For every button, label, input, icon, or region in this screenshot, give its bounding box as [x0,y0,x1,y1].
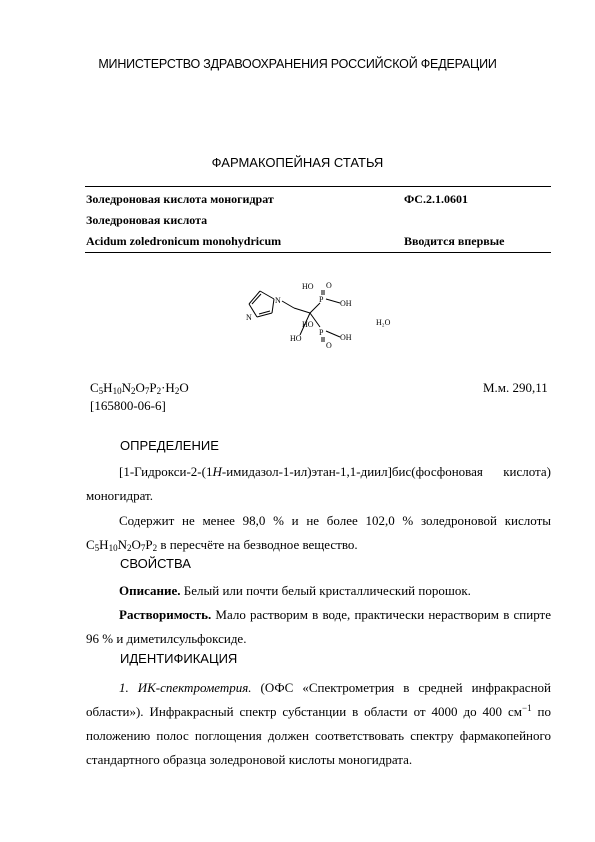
definition-paragraph: [1-Гидрокси-2-(1H-имидазол-1-ил)этан-1,1-диил]бис(фосфоновая кислота) моногидрат. [86,464,551,503]
section-identification-title: ИДЕНТИФИКАЦИЯ [120,651,238,666]
header-bottom-rule [85,252,551,253]
ir-spectrometry-paragraph: 1. ИК-спектрометрия. (ОФС «Спектрометрия в средней инфракрасной области»). Инфракрасный спектр субстанции в области от 4000 до 400 $см^{-1}$ по положению полос поглощения должен соответствовать спектру фармакопейного стандартного образца золедроновой кислоты моногидрата. [86,680,551,767]
header-top-rule [85,186,551,187]
molecular-formula: $C_5H_{10}N_2O_7P_2\cdot H_2O$ [90,380,189,396]
ring-nitrogen-label: N [246,313,252,322]
content-paragraph: Содержит не менее 98,0 % и не более 102,0 % золедроновой кислоты $C_5H_{10}N_2O_7P_2$ в пересчёте на безводное вещество. [86,513,551,553]
article-name-latin: Acidum zoledronicum monohydricum [86,234,282,248]
chain-nitrogen-label: N [275,296,281,305]
ministry-heading: МИНИСТЕРСТВО ЗДРАВООХРАНЕНИЯ РОССИЙСКОЙ ФЕДЕРАЦИИ [98,57,497,71]
description-paragraph: Описание. Белый или почти белый кристаллический порошок. [119,583,471,598]
ho-carbon-label: HO [290,334,302,343]
p-bottom-label: P [319,328,324,337]
water-label: H₂O [376,318,391,327]
cas-number: [165800-06-6] [90,398,166,413]
article-code: ФС.2.1.0601 [404,192,468,206]
solubility-paragraph: Растворимость. Мало растворим в воде, практически нерастворим в спирте 96 % и диметилсульфоксиде. [86,607,551,646]
oh-bottom-label: OH [340,333,352,342]
section-properties-title: СВОЙСТВА [120,556,191,571]
o-top-label: O [326,281,332,290]
section-definition-title: ОПРЕДЕЛЕНИЕ [120,438,219,453]
article-status: Вводится впервые [404,234,505,248]
molecular-mass: М.м. 290,11 [483,380,548,395]
imidazole-ring [249,291,274,317]
ho-top-label: HO [302,282,314,291]
oh-top-label: OH [340,299,352,308]
ho-p-bottom-label: HO [302,320,314,329]
p-top-label: P [319,295,324,304]
o-bottom-label: O [326,341,332,350]
zoledronic-acid-structure-diagram [230,275,410,365]
article-name-ru: Золедроновая кислота моногидрат [86,192,274,206]
document-title: ФАРМАКОПЕЙНАЯ СТАТЬЯ [211,155,384,170]
article-name-short: Золедроновая кислота [86,213,208,227]
